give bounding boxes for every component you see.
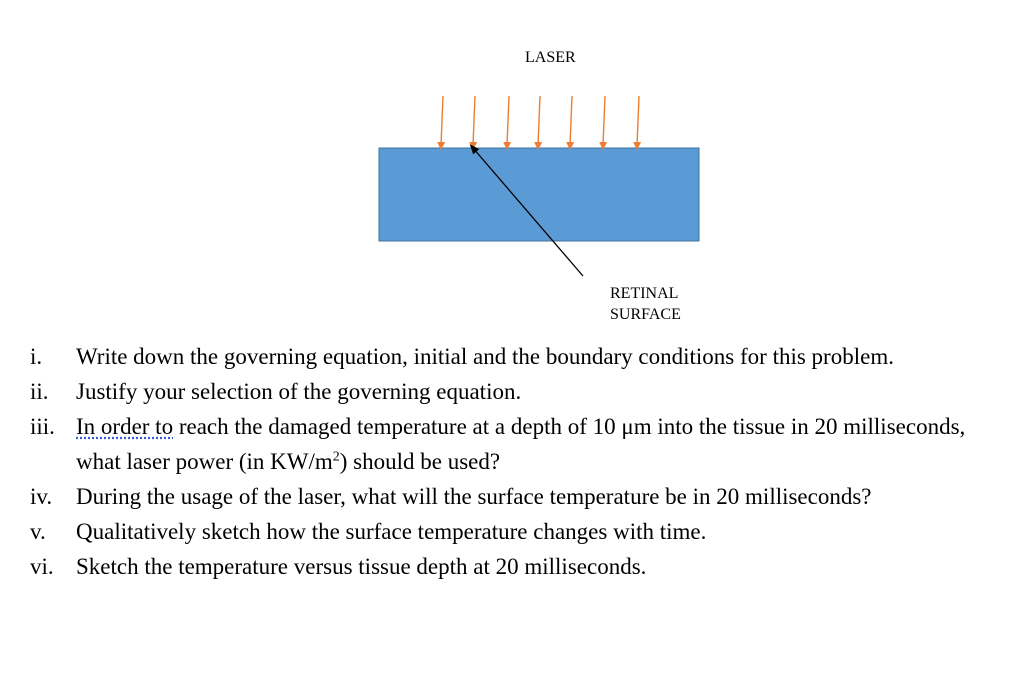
question-number: i.: [30, 344, 43, 369]
question-number: iv.: [30, 484, 53, 509]
question-text-suffix: ) should be used?: [339, 449, 501, 474]
question-item: [30, 374, 990, 409]
laser-ray-arrow: [637, 96, 639, 146]
diagram-canvas: [0, 0, 1024, 335]
question-item: [30, 549, 990, 584]
question-list: [30, 339, 990, 584]
laser-ray-arrow: [603, 96, 605, 146]
question-text: During the usage of the laser, what will the surface temperature be in 20 milliseconds?: [76, 484, 872, 509]
retinal-label-line2: SURFACE: [610, 306, 681, 323]
question-number: iii.: [30, 414, 55, 439]
question-text-middle: reach the damaged temperature at a depth of 10 μm into the tissue in 20 milliseconds, what laser power (in KW/m: [76, 414, 966, 474]
question-text: [76, 409, 990, 479]
laser-ray-arrow: [538, 96, 540, 146]
question-item: [30, 479, 990, 514]
laser-arrows: [441, 96, 639, 146]
retinal-label-line1: RETINAL: [610, 285, 679, 302]
laser-tissue-diagram: [0, 0, 1024, 335]
question-text: Write down the governing equation, initial and the boundary conditions for this problem.: [76, 344, 894, 369]
question-number: v.: [30, 519, 46, 544]
question-number: ii.: [30, 379, 49, 404]
question-item: [30, 514, 990, 549]
question-text: Qualitatively sketch how the surface temperature changes with time.: [76, 519, 707, 544]
laser-ray-arrow: [507, 96, 509, 146]
retinal-surface-label: [610, 283, 681, 325]
laser-ray-arrow: [441, 96, 443, 146]
laser-label: LASER: [525, 49, 576, 66]
laser-ray-arrow: [473, 96, 475, 146]
question-text: Sketch the temperature versus tissue depth at 20 milliseconds.: [76, 554, 647, 579]
superscript-exponent: 2: [332, 449, 340, 465]
question-item: [30, 339, 990, 374]
tissue-block: [379, 148, 699, 241]
question-number: vi.: [30, 554, 54, 579]
grammar-flagged-phrase: In order to: [76, 414, 174, 439]
question-text: Justify your selection of the governing equation.: [76, 379, 522, 404]
question-item: [30, 409, 990, 479]
laser-ray-arrow: [570, 96, 572, 146]
